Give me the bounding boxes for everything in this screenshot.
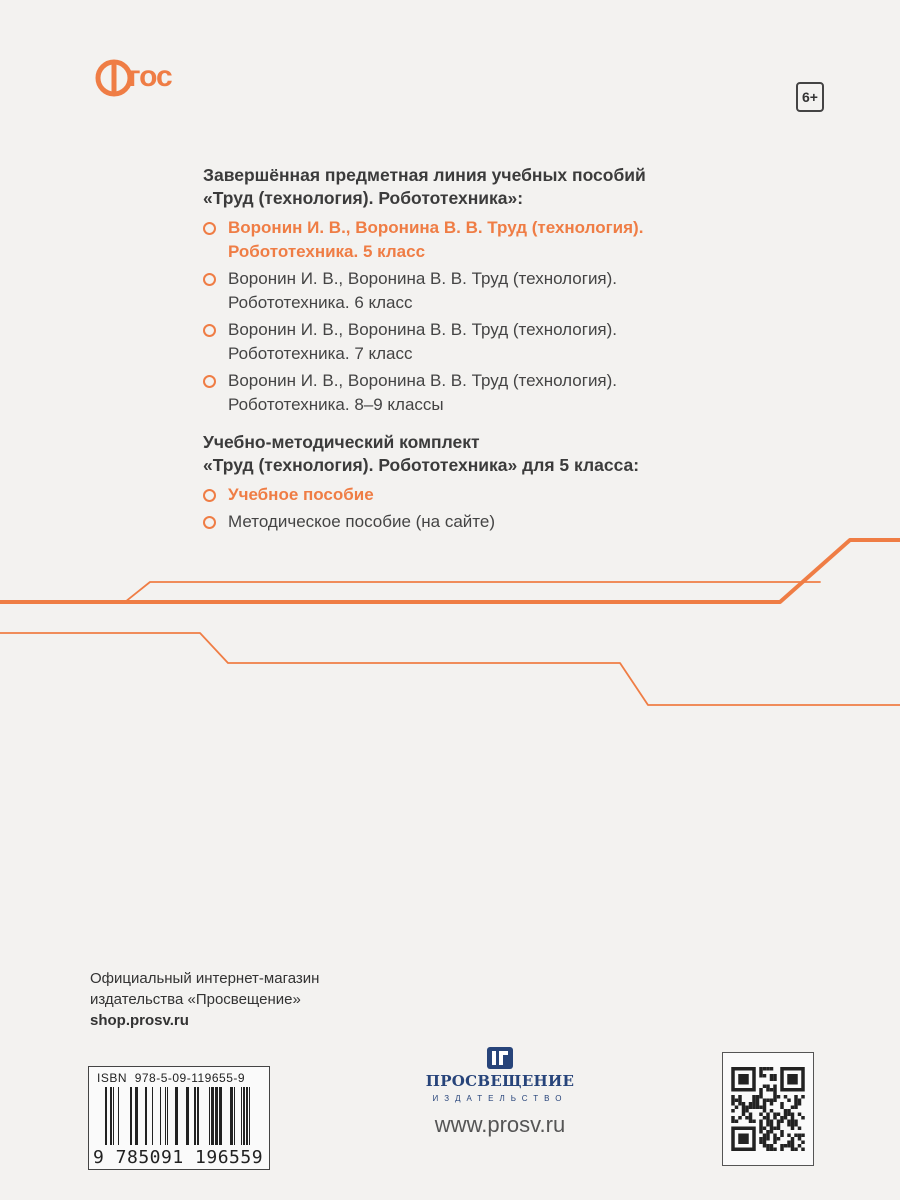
bullet-circle-icon — [203, 273, 216, 286]
kit-title — [203, 431, 843, 477]
series-section — [203, 164, 843, 417]
kit-item-text: Методическое пособие (на сайте) — [228, 512, 496, 531]
kit-title-line-2: «Труд (технология). Робототехника» для 5 класса: — [203, 455, 640, 475]
fgos-logo-text: гос — [128, 60, 172, 93]
series-item-text: Воронин И. В., Воронина В. В. Труд (технология). — [228, 269, 618, 288]
isbn-number: 978-5-09-119655-9 — [134, 1071, 246, 1085]
publisher-name: ПРОСВЕЩЕНИЕ — [425, 1072, 575, 1090]
circuit-lines-decoration — [0, 530, 900, 730]
isbn-barcode — [88, 1066, 270, 1170]
bullet-circle-icon — [203, 375, 216, 388]
isbn-text — [97, 1071, 245, 1085]
series-item-grade-5 — [203, 216, 843, 264]
bullet-circle-icon — [203, 489, 216, 502]
bullet-circle-icon — [203, 222, 216, 235]
series-item-text: Робототехника. 6 класс — [228, 293, 413, 312]
series-item-text: Робототехника. 7 класс — [228, 344, 413, 363]
series-item-text: Воронин И. В., Воронина В. В. Труд (технология). — [228, 371, 618, 390]
qr-code[interactable] — [722, 1052, 814, 1166]
age-rating-badge: 6+ — [796, 82, 824, 112]
series-item-grade-8-9 — [203, 369, 843, 417]
series-title-line-2: «Труд (технология). Робототехника»: — [203, 188, 524, 208]
publisher-subtitle: ИЗДАТЕЛЬСТВО — [432, 1094, 568, 1103]
kit-item-textbook — [203, 483, 843, 507]
series-item-text: Робототехника. 5 класс — [228, 242, 426, 261]
series-item-text: Робототехника. 8–9 классы — [228, 395, 444, 414]
series-item-grade-7 — [203, 318, 843, 366]
bullet-circle-icon — [203, 324, 216, 337]
shop-url-link[interactable]: shop.prosv.ru — [90, 1012, 189, 1029]
kit-title-line-1: Учебно-методический комплект — [203, 432, 480, 452]
series-title — [203, 164, 843, 210]
kit-section — [203, 431, 843, 534]
kit-item-text: Учебное пособие — [228, 485, 374, 504]
qr-code-icon — [731, 1067, 805, 1151]
series-item-grade-6 — [203, 267, 843, 315]
publisher-emblem-icon — [486, 1046, 514, 1070]
shop-line-1: Официальный интернет-магазин — [90, 970, 320, 987]
barcode-bars-icon — [105, 1087, 255, 1147]
bullet-circle-icon — [203, 516, 216, 529]
series-title-line-1: Завершённая предметная линия учебных пособий — [203, 165, 646, 185]
series-item-text: Воронин И. В., Воронина В. В. Труд (технология). — [228, 320, 618, 339]
series-item-text: Воронин И. В., Воронина В. В. Труд (технология). — [228, 218, 644, 237]
publisher-website-link[interactable]: www.prosv.ru — [434, 1112, 566, 1137]
isbn-label: ISBN — [97, 1071, 128, 1085]
barcode-digits: 9 785091 196559 — [93, 1147, 264, 1168]
shop-line-2: издательства «Просвещение» — [90, 991, 301, 1008]
shop-info — [90, 968, 319, 1031]
